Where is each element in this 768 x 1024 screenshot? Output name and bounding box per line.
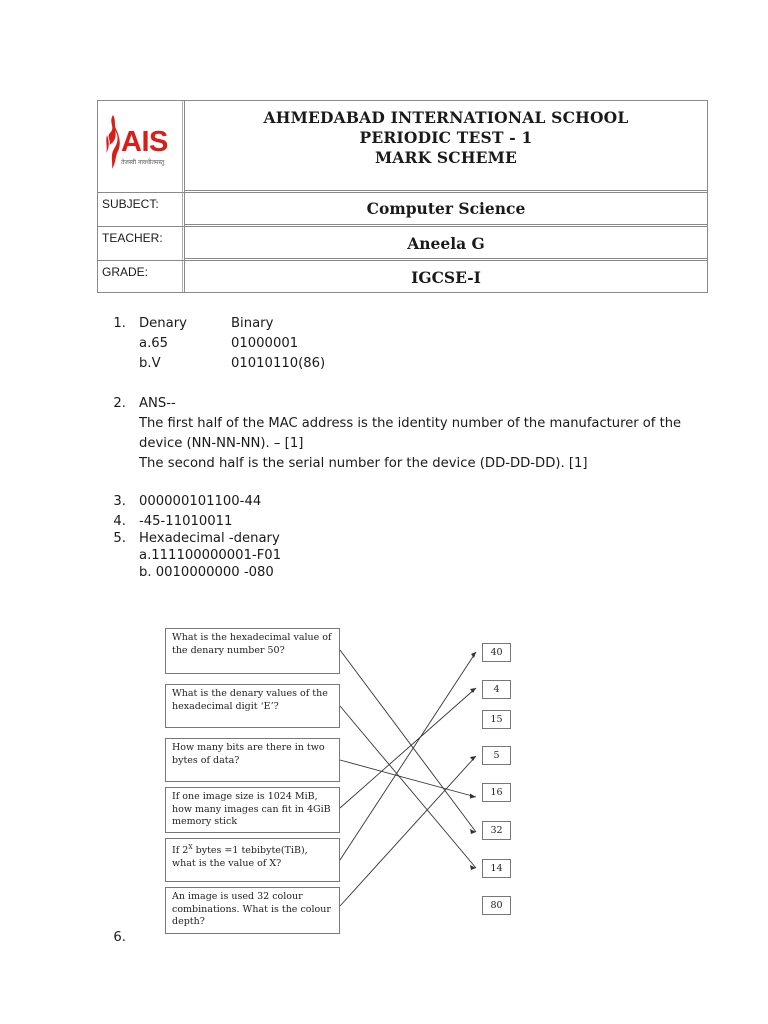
teacher-value: Aneela G: [407, 234, 485, 253]
match-answer: 4: [482, 680, 511, 699]
subject-label: SUBJECT:: [102, 197, 159, 211]
answer-text: b.V: [139, 356, 161, 371]
answer-text: 01010110(86): [231, 356, 326, 371]
answer-text: Hexadecimal -denary: [139, 531, 280, 546]
teacher-label: TEACHER:: [102, 231, 163, 245]
logo-text: AIS: [121, 126, 168, 158]
school-name: AHMEDABAD INTERNATIONAL SCHOOL: [263, 108, 629, 127]
answer-text: ANS--: [139, 396, 176, 411]
answer-text: a.65: [139, 336, 169, 351]
match-line: [340, 650, 476, 832]
answer-text: b. 0010000000 -080: [139, 565, 274, 580]
match-answer: 5: [482, 746, 511, 765]
match-question: How many bits are there in two bytes of data?: [165, 738, 340, 782]
answer-text: a.111100000001-F01: [139, 548, 282, 563]
match-line: [340, 706, 476, 868]
grade-value: IGCSE-I: [411, 268, 481, 287]
column-header: Binary: [231, 316, 274, 331]
match-answer: 40: [482, 643, 511, 662]
subject-value: Computer Science: [366, 199, 526, 218]
match-question: An image is used 32 colour combinations. What is the colour depth?: [165, 887, 340, 934]
match-question: If $2^X$ bytes =1 tebibyte(TiB), what is the value of X?: [165, 838, 340, 882]
match-line: [340, 688, 476, 808]
logo-tagline: तेजस्वी नावधीतमस्तु: [121, 159, 165, 166]
answer-number: 4.: [113, 514, 126, 529]
answer-text: 000000101100-44: [139, 494, 262, 509]
document-type: MARK SCHEME: [374, 148, 518, 167]
answer-number: 6.: [113, 930, 126, 945]
match-question: What is the denary values of the hexadecimal digit ‘E’?: [165, 684, 340, 728]
grade-label: GRADE:: [102, 265, 149, 279]
match-answer: 16: [482, 783, 511, 802]
answer-number: 1.: [113, 316, 126, 331]
answer-text: 01000001: [231, 336, 299, 351]
answer-number: 3.: [113, 494, 126, 509]
match-answer: 80: [482, 896, 511, 915]
answer-text: The second half is the serial number for the device (DD-DD-DD). [1]: [139, 456, 588, 471]
match-answer: 15: [482, 710, 511, 729]
match-answer: 14: [482, 859, 511, 878]
answer-text: -45-11010011: [139, 514, 233, 529]
match-question: If one image size is 1024 MiB, how many images can fit in 4GiB memory stick: [165, 787, 340, 833]
answer-number: 5.: [113, 531, 126, 546]
test-name: PERIODIC TEST - 1: [359, 128, 533, 147]
column-header: Denary: [139, 316, 187, 331]
answer-text: device (NN-NN-NN). – [1]: [139, 436, 304, 451]
match-line: [340, 652, 476, 860]
answer-text: The first half of the MAC address is the identity number of the manufacturer of the: [139, 416, 682, 431]
match-question: What is the hexadecimal value of the denary number 50?: [165, 628, 340, 674]
answer-number: 2.: [113, 396, 126, 411]
match-answer: 32: [482, 821, 511, 840]
